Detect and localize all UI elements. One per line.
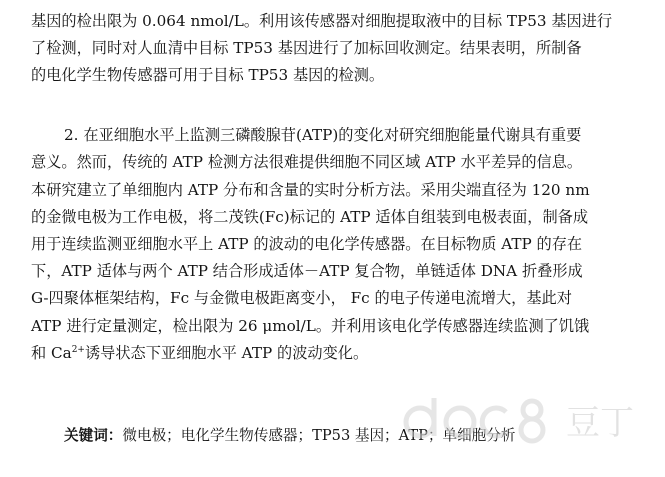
paragraph-line-3: 的电化学生物传感器可用于目标 TP53 基因的检测。 (31, 66, 385, 84)
paragraph-line-11: ATP 进行定量测定，检出限为 26 μmol/L。并利用该电化学传感器连续监测了饥饿 (31, 317, 590, 335)
paragraph-line-9: 下，ATP 适体与两个 ATP 结合形成适体－ATP 复合物，单链适体 DNA 折叠形成 (31, 262, 583, 280)
watermark-cjk-text: 豆丁 (566, 403, 634, 443)
calcium-charge-superscript: 2+ (71, 345, 85, 355)
keywords-label: 关键词： (64, 427, 123, 444)
paragraph-line-2: 了检测，同时对人血清中目标 TP53 基因进行了加标回收测定。结果表明，所制备 (31, 39, 582, 57)
keywords-text: 微电极；电化学生物传感器；TP53 基因；ATP；单细胞分析 (122, 427, 516, 444)
paragraph-line-5: 意义。然而，传统的 ATP 检测方法很难提供细胞不同区域 ATP 水平差异的信息。 (31, 153, 583, 171)
keywords-line (64, 426, 516, 446)
paragraph-line-8: 用于连续监测亚细胞水平上 ATP 的波动的电化学传感器。在目标物质 ATP 的存在 (31, 235, 583, 253)
paragraph-line-10: G-四聚体框架结构，Fc 与金微电极距离变小， Fc 的电子传递电流增大，基此对 (31, 289, 572, 307)
line-12-suffix: 诱导状态下亚细胞水平 ATP 的波动变化。 (84, 344, 369, 362)
paragraph-line-12 (31, 343, 368, 363)
line-12-prefix: 和 Ca (31, 344, 72, 362)
paragraph-line-7: 的金微电极为工作电极，将二茂铁(Fc)标记的 ATP 适体自组装到电极表面，制备成 (31, 208, 589, 226)
paragraph-line-1: 基因的检出限为 0.064 nmol/L。利用该传感器对细胞提取液中的目标 TP53 基因进行 (31, 12, 613, 30)
paragraph-line-6: 本研究建立了单细胞内 ATP 分布和含量的实时分析方法。采用尖端直径为 120 nm (31, 181, 590, 199)
paragraph-line-4: 2. 在亚细胞水平上监测三磷酸腺苷(ATP)的变化对研究细胞能量代谢具有重要 (64, 126, 582, 144)
